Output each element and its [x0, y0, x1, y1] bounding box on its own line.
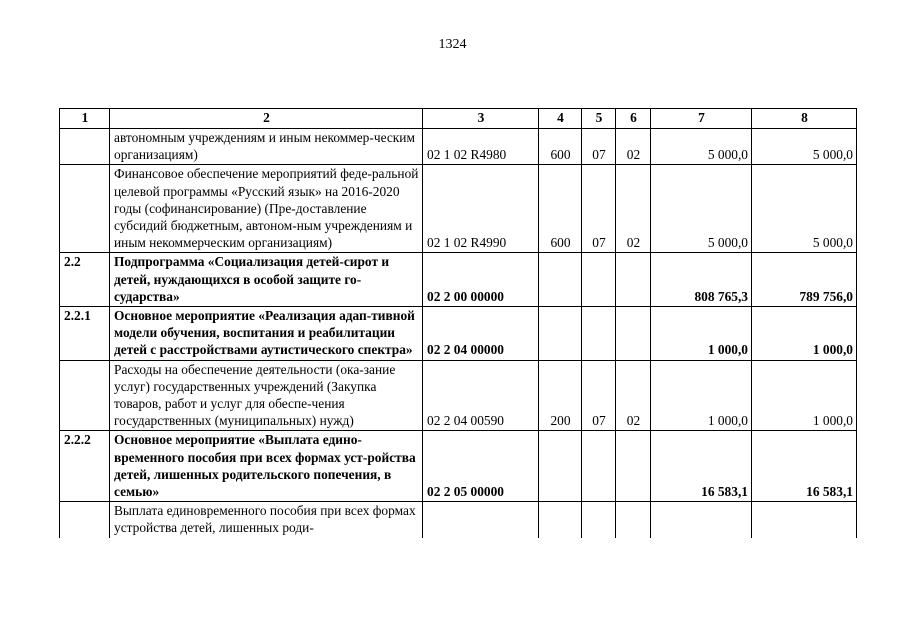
row-code: 02 2 04 00000 — [423, 307, 539, 361]
row-number: 2.2.1 — [60, 307, 110, 361]
row-col-4 — [539, 253, 582, 307]
row-code: 02 2 00 00000 — [423, 253, 539, 307]
row-amount-8: 789 756,0 — [752, 253, 857, 307]
table-row — [60, 307, 857, 361]
row-amount-8: 1 000,0 — [752, 360, 857, 431]
header-cell-7: 7 — [651, 109, 752, 129]
row-col-6: 02 — [616, 129, 651, 165]
header-cell-2: 2 — [110, 109, 423, 129]
row-col-6: 02 — [616, 165, 651, 253]
header-cell-3: 3 — [423, 109, 539, 129]
row-code: 02 1 02 R4980 — [423, 129, 539, 165]
row-col-6 — [616, 307, 651, 361]
page-number: 1324 — [438, 37, 467, 52]
table-header — [60, 109, 857, 129]
table-row — [60, 431, 857, 502]
row-col-5: 07 — [582, 129, 616, 165]
table-row — [60, 360, 857, 431]
row-amount-8: 16 583,1 — [752, 431, 857, 502]
row-col-4: 600 — [539, 129, 582, 165]
table-row — [60, 129, 857, 165]
row-number: 2.2 — [60, 253, 110, 307]
budget-table — [59, 108, 857, 538]
row-amount-7: 5 000,0 — [651, 165, 752, 253]
header-cell-4: 4 — [539, 109, 582, 129]
row-number: 2.2.2 — [60, 431, 110, 502]
row-code: 02 1 02 R4990 — [423, 165, 539, 253]
row-col-5: 07 — [582, 165, 616, 253]
row-description: автономным учреждениям и иным некоммер-ческим организациям) — [110, 129, 423, 165]
row-description: Финансовое обеспечение мероприятий феде-ральной целевой программы «Русский язык» на 2016-2020 годы (софинансирование) (Пре-доставление субсидий бюджетным, автоном-ным учреждениям и иным некоммерческим организациям) — [110, 165, 423, 253]
table-row — [60, 165, 857, 253]
row-description: Основное мероприятие «Выплата едино-временного пособия при всех формах уст-ройства детей, лишенных родительского попечения, в семью» — [110, 431, 423, 502]
header-cell-1: 1 — [60, 109, 110, 129]
row-number — [60, 502, 110, 538]
row-col-5 — [582, 307, 616, 361]
row-number — [60, 129, 110, 165]
row-amount-7: 1 000,0 — [651, 307, 752, 361]
row-amount-8 — [752, 502, 857, 538]
table-row — [60, 502, 857, 538]
row-col-6: 02 — [616, 360, 651, 431]
header-cell-6: 6 — [616, 109, 651, 129]
row-amount-8: 1 000,0 — [752, 307, 857, 361]
table-row — [60, 253, 857, 307]
row-code: 02 2 04 00590 — [423, 360, 539, 431]
row-col-5 — [582, 502, 616, 538]
row-col-4 — [539, 431, 582, 502]
row-number — [60, 360, 110, 431]
header-row — [60, 109, 857, 129]
row-col-4 — [539, 307, 582, 361]
row-amount-8: 5 000,0 — [752, 165, 857, 253]
row-col-5 — [582, 431, 616, 502]
row-code: 02 2 05 00000 — [423, 431, 539, 502]
row-amount-8: 5 000,0 — [752, 129, 857, 165]
row-col-6 — [616, 502, 651, 538]
row-col-5 — [582, 253, 616, 307]
row-amount-7: 16 583,1 — [651, 431, 752, 502]
row-number — [60, 165, 110, 253]
row-amount-7: 808 765,3 — [651, 253, 752, 307]
row-description: Подпрограмма «Социализация детей-сирот и детей, нуждающихся в особой защите го-сударства» — [110, 253, 423, 307]
row-col-6 — [616, 431, 651, 502]
row-code — [423, 502, 539, 538]
header-cell-8: 8 — [752, 109, 857, 129]
row-amount-7: 1 000,0 — [651, 360, 752, 431]
row-col-4 — [539, 502, 582, 538]
row-description: Выплата единовременного пособия при всех формах устройства детей, лишенных роди- — [110, 502, 423, 538]
row-col-4: 600 — [539, 165, 582, 253]
row-description: Расходы на обеспечение деятельности (ока-зание услуг) государственных учреждений (Закупка товаров, работ и услуг для обеспе-чения государственных (муниципальных) нужд) — [110, 360, 423, 431]
row-col-6 — [616, 253, 651, 307]
row-col-5: 07 — [582, 360, 616, 431]
header-cell-5: 5 — [582, 109, 616, 129]
row-col-4: 200 — [539, 360, 582, 431]
row-description: Основное мероприятие «Реализация адап-тивной модели обучения, воспитания и реабилитации детей с расстройствами аутистического спектра» — [110, 307, 423, 361]
row-amount-7: 5 000,0 — [651, 129, 752, 165]
row-amount-7 — [651, 502, 752, 538]
table-body — [60, 129, 857, 538]
